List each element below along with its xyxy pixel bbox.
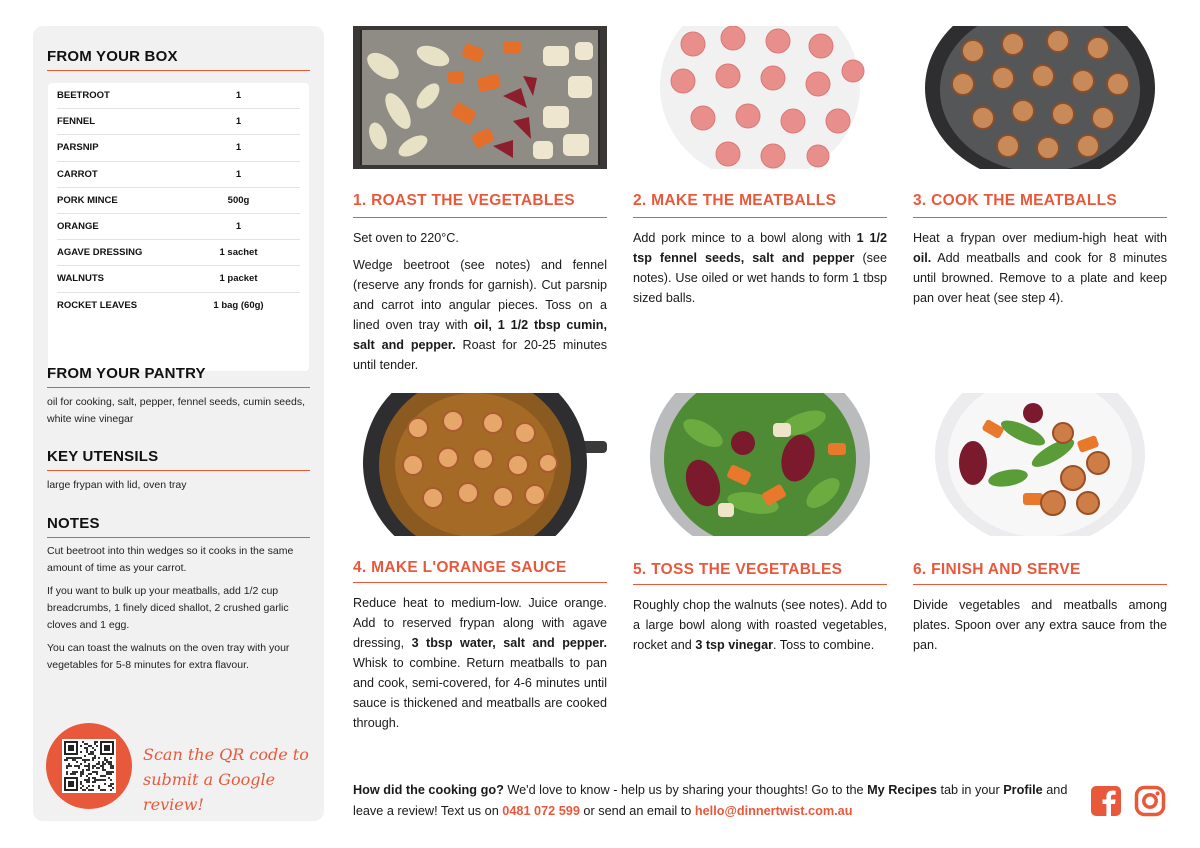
qr-code-icon[interactable] [62,739,116,793]
step-2-instructions [633,228,887,315]
step-1-title: 1. ROAST THE VEGETABLES [353,192,575,209]
ingredient-name: AGAVE DRESSING [57,247,143,259]
ingredient-name: FENNEL [57,116,95,128]
review-prompt [353,780,1073,822]
ingredient-qty: 1 packet [219,273,258,285]
utensils-heading-rule [47,470,310,471]
step-4-rule [353,582,607,583]
step-paragraph [913,228,1167,308]
step-6-rule [913,584,1167,585]
ingredients-table [48,83,309,371]
ingredient-name: CARROT [57,168,98,180]
pantry-heading-rule [47,387,310,388]
orange-sauce-pan-photo [353,393,607,536]
contact-link[interactable]: 0481 072 599 [502,804,580,818]
bold-text: My Recipes [867,783,937,797]
text-run: Set oven to 220°C. [353,231,459,245]
bold-text: oil. [913,251,932,265]
step-paragraph [353,255,607,375]
text-run: tab in your [936,783,1004,797]
ingredient-qty: 1 [235,221,242,233]
step-3-title: 3. COOK THE MEATBALLS [913,192,1118,209]
contact-link[interactable]: hello@dinnertwist.com.au [694,804,853,818]
step-paragraph [353,228,607,248]
step-paragraph [353,593,607,733]
step-paragraph [913,595,1167,655]
step-paragraph [633,595,887,655]
roasted-vegetables-photo [353,26,607,169]
text-run: or send an email to [579,804,695,818]
ingredient-qty: 1 [235,142,242,154]
qr-caption-line-2: submit a Google review! [143,770,276,814]
box-heading-rule [47,70,310,71]
ingredient-row [57,240,300,266]
text-run: Reduce heat to medium-low. Juice orange. Add to reserved frypan along with agave dressing, [353,596,607,650]
bold-text: oil, 1 1/2 tbsp cumin, salt and pepper. [353,318,607,352]
step-4-instructions [353,593,607,740]
ingredient-row [57,293,300,319]
text-run: Add pork mince to a bowl along with [633,231,857,245]
step-1-instructions [353,228,607,382]
text-run: (see notes). Use oiled or wet hands to form 1 tbsp sized balls. [633,251,887,305]
notes-list [47,543,310,680]
sidebar [33,26,324,821]
step-1-rule [353,217,607,218]
instagram-icon[interactable] [1134,785,1166,817]
note-item: Cut beetroot into thin wedges so it cooks in the same amount of time as your carrot. [47,545,294,574]
bold-text: 3 tbsp water, salt and pepper. [411,636,607,650]
step-5-title: 5. TOSS THE VEGETABLES [633,561,843,578]
text-run: Add meatballs and cook for 8 minutes until browned. Remove to a plate and keep pan over heat (see step 4). [913,251,1167,305]
ingredient-row [57,266,300,292]
step-4-title: 4. MAKE L'ORANGE SAUCE [353,559,567,576]
ingredient-name: ROCKET LEAVES [57,300,138,312]
ingredient-qty: 500g [227,194,250,206]
ingredient-qty: 1 [235,168,242,180]
pantry-text: oil for cooking, salt, pepper, fennel seeds, cumin seeds, white wine vinegar [47,396,305,425]
bold-text: How did the cooking go? [353,783,504,797]
note-item: You can toast the walnuts on the oven tray with your vegetables for 5-8 minutes for extra flavour. [47,642,290,671]
ingredient-name: WALNUTS [57,273,104,285]
text-run: Roast for 20-25 minutes until tender. [353,338,607,372]
ingredient-name: PARSNIP [57,142,99,154]
text-run: We'd love to know - help us by sharing your thoughts! Go to the [503,783,868,797]
ingredient-qty: 1 sachet [219,247,258,259]
step-2-title: 2. MAKE THE MEATBALLS [633,192,837,209]
ingredient-qty: 1 bag (60g) [213,300,264,312]
pantry-heading: FROM YOUR PANTRY [47,365,206,382]
step-6-title: 6. FINISH AND SERVE [913,561,1081,578]
note-item: If you want to bulk up your meatballs, add 1/2 cup breadcrumbs, 1 finely diced shallot, 2 crushed garlic cloves and 1 egg. [47,585,289,631]
text-run: Wedge beetroot (see notes) and fennel (reserve any fronds for garnish). Cut parsnip and carrot into angular pieces. Toss on a lined oven tray with [353,258,607,332]
step-2-rule [633,217,887,218]
ingredient-row [57,214,300,240]
step-paragraph [633,228,887,308]
ingredient-name: BEETROOT [57,90,110,102]
step-5-rule [633,584,887,585]
step-3-rule [913,217,1167,218]
raw-meatballs-photo [633,26,887,169]
ingredient-row [57,162,300,188]
utensils-heading: KEY UTENSILS [47,448,159,465]
ingredient-row [57,109,300,135]
text-run: Heat a frypan over medium-high heat with [913,231,1167,245]
text-run: Divide vegetables and meatballs among plates. Spoon over any extra sauce from the pan. [913,598,1167,652]
utensils-text: large frypan with lid, oven tray [47,479,187,491]
step-5-instructions [633,595,887,662]
tossed-vegetables-photo [633,393,887,536]
notes-heading-rule [47,537,310,538]
text-run: Roughly chop the walnuts (see notes). Add to a large bowl along with roasted vegetables, rocket and [633,598,887,652]
text-run: and leave a review! Text us on [353,783,1068,818]
ingredient-name: ORANGE [57,221,99,233]
facebook-icon[interactable] [1090,785,1122,817]
ingredient-row [57,83,300,109]
plated-dish-photo [913,393,1167,536]
ingredient-qty: 1 [235,90,242,102]
text-run: . Toss to combine. [773,638,875,652]
step-3-instructions [913,228,1167,315]
bold-text: 1 1/2 tsp fennel seeds, salt and pepper [633,231,887,265]
bold-text: 3 tsp vinegar [695,638,774,652]
notes-heading: NOTES [47,515,100,532]
text-run: Whisk to combine. Return meatballs to pan and cook, semi-covered, for 4-6 minutes until sauce is thickened and meatballs are cooked through. [353,656,607,730]
ingredient-name: PORK MINCE [57,194,118,206]
ingredient-row [57,188,300,214]
qr-caption-line-1: Scan the QR code to [143,745,309,764]
ingredient-qty: 1 [235,116,242,128]
box-heading: FROM YOUR BOX [47,48,178,65]
frying-meatballs-photo [913,26,1167,169]
qr-caption [143,742,313,817]
bold-text: Profile [1003,783,1043,797]
qr-badge [46,723,132,809]
step-6-instructions [913,595,1167,662]
ingredient-row [57,135,300,161]
